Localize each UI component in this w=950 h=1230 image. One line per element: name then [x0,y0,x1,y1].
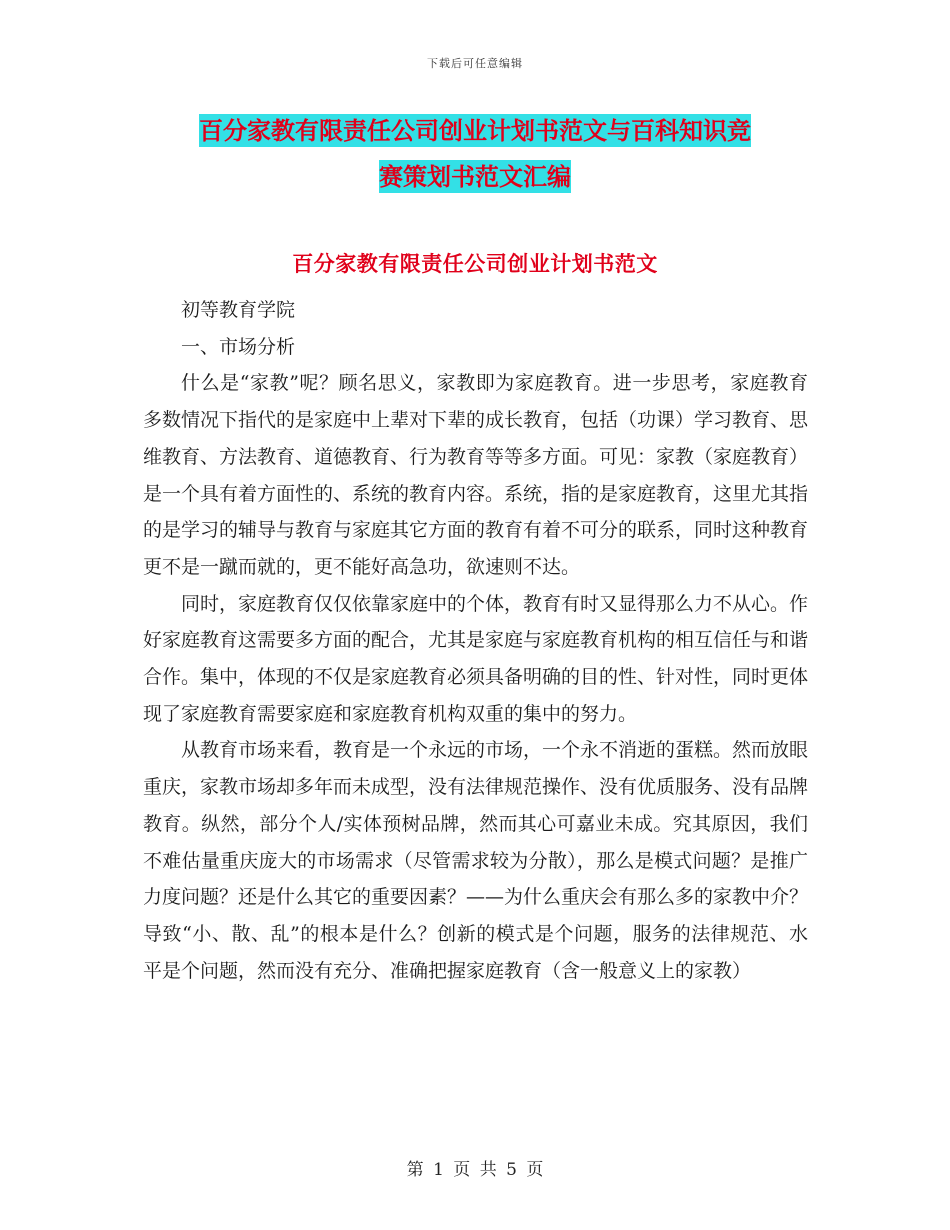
body-paragraph: 同时，家庭教育仅仅依靠家庭中的个体，教育有时又显得那么力不从心。作好家庭教育这需要多方面的配合，尤其是家庭与家庭教育机构的相互信任与和谐合作。集中，体现的不仅是家庭教育必须具备明确的目的性、针对性，同时更体现了家庭教育需要家庭和家庭教育机构双重的集中的努力。 [143,592,809,725]
body-paragraph-affiliation: 初等教育学院 [181,299,296,321]
page-number-footer: 第 1 页 共 5 页 [406,1160,544,1180]
section-title: 百分家教有限责任公司创业计划书范文 [292,251,658,276]
document-title [120,108,830,200]
document-title-line-1: 百分家教有限责任公司创业计划书范文与百科知识竞 [199,116,751,145]
body-paragraph: 什么是“家教”呢？顾名思义，家教即为家庭教育。进一步思考，家庭教育多数情况下指代的是家庭中上辈对下辈的成长教育，包括（功课）学习教育、思维教育、方法教育、道德教育、行为教育等等多方面。可见：家教（家庭教育）是一个具有着方面性的、系统的教育内容。系统，指的是家庭教育，这里尤其指的是学习的辅导与教育与家庭其它方面的教育有着不可分的联系，同时这种教育更不是一蹴而就的，更不能好高急功，欲速则不达。 [143,372,809,578]
body-paragraph: 从教育市场来看，教育是一个永远的市场，一个永不消逝的蛋糕。然而放眼重庆，家教市场却多年而未成型，没有法律规范操作、没有优质服务、没有品牌教育。纵然，部分个人/实体预树品牌，然而其心可嘉业未成。究其原因，我们不难估量重庆庞大的市场需求（尽管需求较为分散），那么是模式问题？是推广力度问题？还是什么其它的重要因素？——为什么重庆会有那么多的家教中介？导致“小、散、乱”的根本是什么？创新的模式是个问题，服务的法律规范、水平是个问题，然而没有充分、准确把握家庭教育（含一般意义上的家教） [143,739,809,982]
body-paragraph-heading: 一、市场分析 [181,335,296,358]
document-body [143,292,808,989]
document-title-line-2: 赛策划书范文汇编 [379,162,571,191]
page-header-note: 下载后可任意编辑 [427,57,523,70]
